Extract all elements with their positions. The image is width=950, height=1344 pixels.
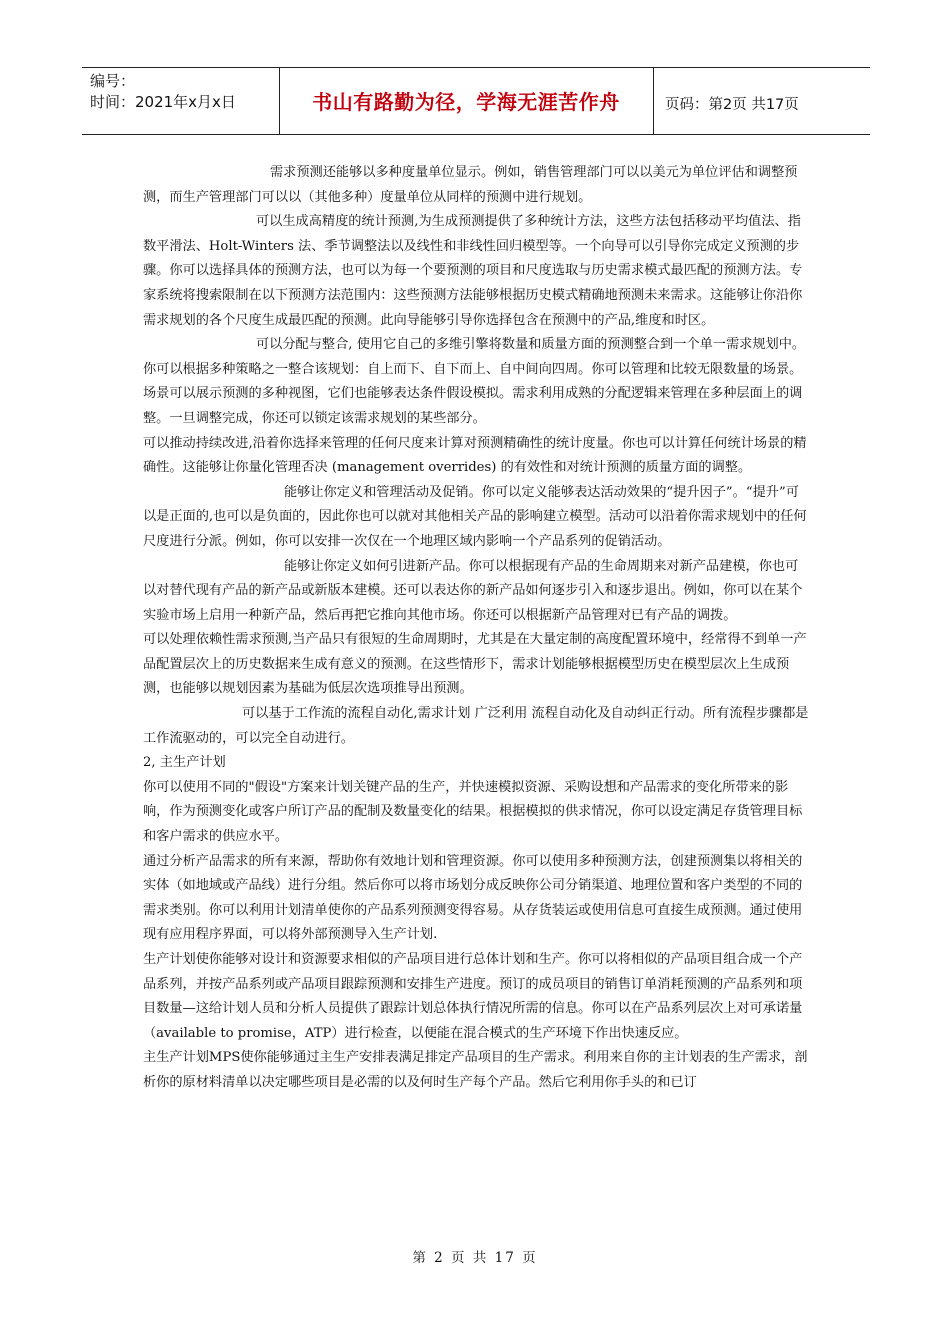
paragraph: 可以分配与整合, 使用它自己的多维引擎将数量和质量方面的预测整合到一个单一需求规划中。你可以根据多种策略之一整合该规划：自上而下、自下而上、自中间向四周。你可以管理和比较无限数量的场景。场景可以展示预测的多种视图，它们也能够表达条件假设模拟。需求利用成熟的分配逻辑来管理在多种层面上的调整。一旦调整完成，你还可以锁定该需求规划的某些部分。 xyxy=(143,337,806,426)
paragraph: 能够让你定义和管理活动及促销。你可以定义能够表达活动效果的“提升因子”。“提升”可以是正面的,也可以是负面的，因此你也可以就对其他相关产品的影响建立模型。活动可以沿着你需求规划中的任何尺度进行分派。例如，你可以安排一次仅在一个地理区域内影响一个产品系列的促销活动。 xyxy=(143,484,807,549)
header-divider-right xyxy=(653,67,654,135)
document-date: 时间：2021年x月x日 xyxy=(90,93,236,111)
paragraph: 主生产计划MPS使你能够通过主生产安排表满足排定产品项目的生产需求。利用来自你的主计划表的生产需求，剖析你的原材料清单以决定哪些项目是必需的以及何时生产每个产品。然后它利用你手头的和已订 xyxy=(143,1050,808,1090)
header-meta xyxy=(90,71,236,113)
header-page-number: 页码：第2页 共17页 xyxy=(665,97,799,113)
paragraph: 通过分析产品需求的所有来源，帮助你有效地计划和管理资源。你可以使用多种预测方法，创建预测集以将相关的实体（如地域或产品线）进行分组。然后你可以将市场划分成反映你公司分销渠道、地理位置和客户类型的不同的需求类别。你可以利用计划清单使你的产品系列预测变得容易。从存货装运或使用信息可直接生成预测。通过使用现有应用程序界面，可以将外部预测导入生产计划. xyxy=(143,853,803,943)
paragraph: 生产计划使你能够对设计和资源要求相似的产品项目进行总体计划和生产。你可以将相似的产品项目组合成一个产品系列，并按产品系列或产品项目跟踪预测和安排生产进度。预订的成员项目的销售订单消耗预测的产品系列和项目数量—这给计划人员和分析人员提供了跟踪计划总体执行情况所需的信息。你可以在产品系列层次上对可承诺量（available to promise，ATP）进行检查，以便能在混合模式的生产环境下作出快速反应。 xyxy=(143,952,803,1041)
header-motto: 书山有路勤为径，学海无涯苦作舟 xyxy=(312,90,620,114)
document-body xyxy=(143,161,811,1096)
paragraph: 可以推动持续改进,沿着你选择来管理的任何尺度来计算对预测精确性的统计度量。你也可以计算任何统计场景的精确性。这能够让你量化管理否决 (management overrides) 的有效性和对统计预测的质量方面的调整。 xyxy=(143,435,807,476)
paragraph: 可以处理依赖性需求预测,当产品只有很短的生命周期时，尤其是在大量定制的高度配置环境中，经常得不到单一产品配置层次上的历史数据来生成有意义的预测。在这些情形下，需求计划能够根据模型历史在模型层次上生成预测，也能够以规划因素为基础为低层次选项推导出预测。 xyxy=(143,632,807,697)
paragraph: 可以基于工作流的流程自动化,需求计划 广泛利用 流程自动化及自动纠正行动。所有流程步骤都是工作流驱动的，可以完全自动进行。 xyxy=(143,706,809,746)
header-bottom-rule xyxy=(82,134,870,135)
paragraph: 可以生成高精度的统计预测,为生成预测提供了多种统计方法，这些方法包括移动平均值法、指数平滑法、Holt-Winters 法、季节调整法以及线性和非线性回归模型等。一个向导可以引导你完成定义预测的步骤。你可以选择具体的预测方法，也可以为每一个要预测的项目和尺度选取与历史需求模式最匹配的预测方法。专家系统将搜索限制在以下预测方法范围内：这些预测方法能够根据历史模式精确地预测未来需求。这能够让你沿你需求规划的各个尺度生成最匹配的预测。此向导能够引导你选择包含在预测中的产品,维度和时区。 xyxy=(143,214,803,328)
paragraph: 你可以使用不同的"假设"方案来计划关键产品的生产，并快速模拟资源、采购设想和产品需求的变化所带来的影响，作为预测变化或客户所订产品的配制及数量变化的结果。根据模拟的供求情况，你可以设定满足存货管理目标和客户需求的供应水平。 xyxy=(143,779,803,845)
paragraph: 需求预测还能够以多种度量单位显示。例如，销售管理部门可以以美元为单位评估和调整预测，而生产管理部门可以以（其他多种）度量单位从同样的预测中进行规划。 xyxy=(143,165,798,205)
paragraph: 能够让你定义如何引进新产品。你可以根据现有产品的生命周期来对新产品建模，你也可以对替代现有产品的新产品或新版本建模。还可以表达你的新产品如何逐步引入和逐步退出。例如，你可以在某个实验市场上启用一种新产品，然后再把它推向其他市场。你还可以根据新产品管理对已有产品的调拨。 xyxy=(143,558,803,623)
document-number: 编号： xyxy=(90,72,136,90)
header-top-rule xyxy=(82,67,870,68)
page-footer: 第 2 页 共 17 页 xyxy=(412,1250,538,1266)
section-heading: 2, 主生产计划 xyxy=(143,755,226,771)
page-header xyxy=(82,67,870,135)
